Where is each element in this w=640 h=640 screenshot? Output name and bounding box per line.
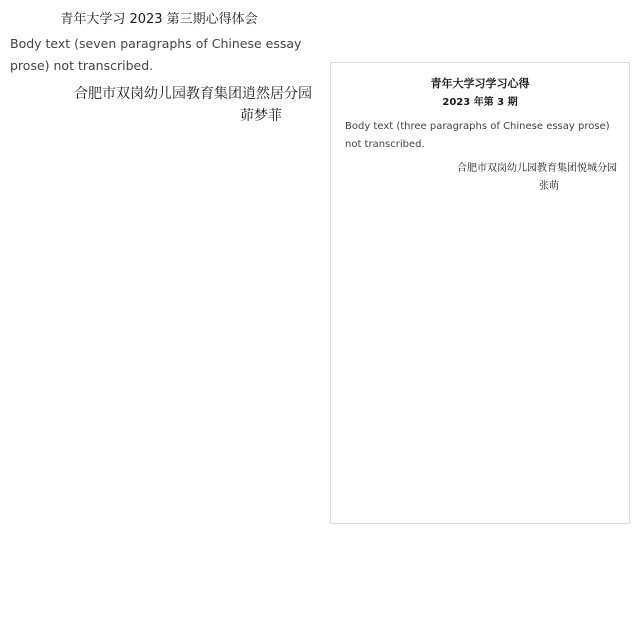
left-essay-body-note: Body text (seven paragraphs of Chinese essay prose) not transcribed.: [10, 36, 302, 73]
right-essay-title: 青年大学习学习心得: [430, 77, 530, 90]
right-essay-author: 张萌: [539, 181, 559, 192]
right-essay: [330, 62, 630, 524]
right-essay-body-note: Body text (three paragraphs of Chinese essay prose) not transcribed.: [345, 121, 610, 150]
left-essay-author: 茆梦菲: [240, 108, 282, 124]
left-essay-title: 青年大学习 2023 第三期心得体会: [60, 12, 258, 27]
right-essay-organization: 合肥市双岗幼儿园教育集团悦城分园: [457, 163, 617, 174]
right-essay-issue: 2023 年第 3 期: [442, 97, 518, 108]
left-essay-organization: 合肥市双岗幼儿园教育集团逍然居分园: [74, 86, 312, 102]
left-essay: [6, 8, 312, 574]
